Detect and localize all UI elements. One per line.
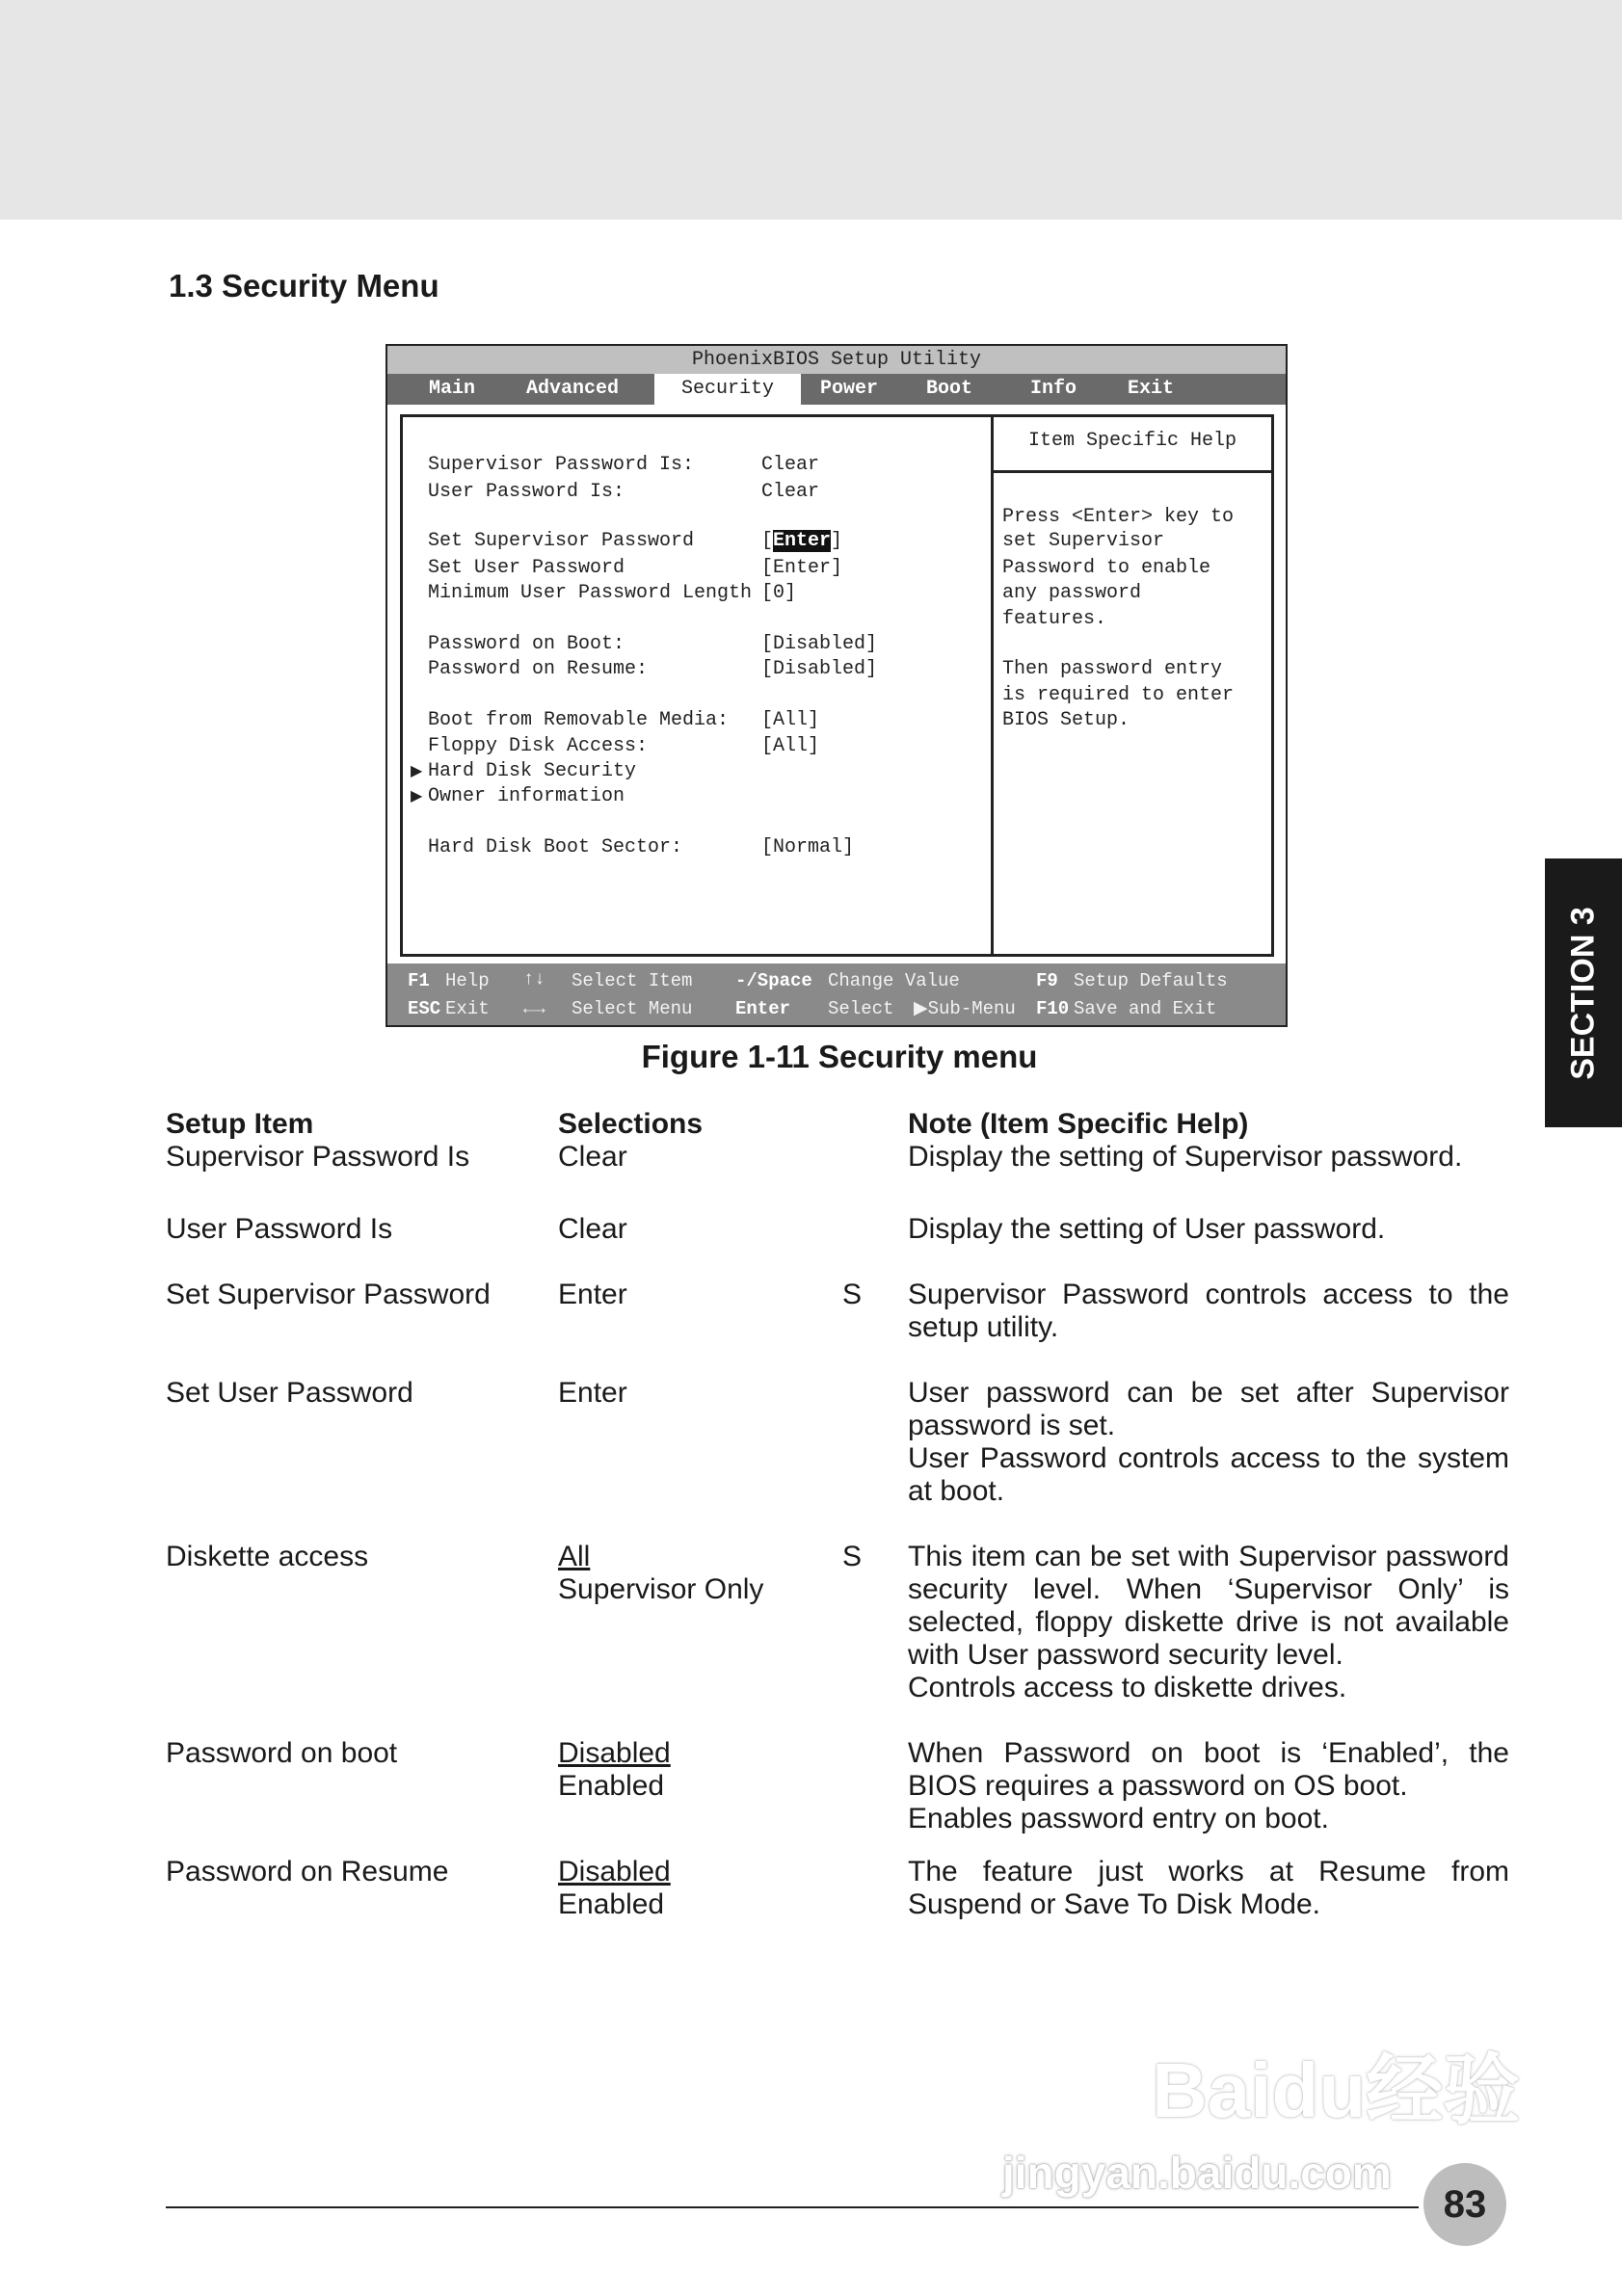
selection: Clear bbox=[558, 1213, 627, 1245]
bios-screenshot bbox=[386, 344, 1288, 1027]
key-enter: Enter bbox=[735, 998, 791, 1019]
footer-rule bbox=[166, 2206, 1419, 2208]
key-desc: Change Value bbox=[828, 970, 960, 991]
setup-item: User Password Is bbox=[166, 1213, 393, 1245]
bios-item-label[interactable]: Password on Boot: bbox=[428, 633, 625, 655]
bios-menu-security[interactable]: Security bbox=[654, 374, 801, 405]
bios-item-value: [0] bbox=[761, 582, 797, 604]
table-row bbox=[166, 1737, 1509, 1835]
table-row bbox=[166, 1541, 1509, 1704]
col-header-note: Note (Item Specific Help) bbox=[908, 1108, 1249, 1140]
key-desc: Select Item bbox=[572, 970, 693, 991]
note-block bbox=[908, 1377, 1509, 1508]
selection: Clear bbox=[558, 1141, 627, 1173]
key-f10: F10 bbox=[1036, 998, 1070, 1019]
note: Supervisor Password controls access to the setup utility. bbox=[908, 1279, 1509, 1343]
setup-item: Password on Resume bbox=[166, 1856, 449, 1887]
bios-submenu-hard-disk-security[interactable]: Hard Disk Security bbox=[428, 760, 637, 782]
selection-default: All bbox=[558, 1541, 591, 1572]
bios-item-value: [All] bbox=[761, 709, 820, 731]
key-desc: Exit bbox=[445, 998, 490, 1019]
table-row bbox=[166, 1141, 1509, 1174]
key-desc: Select Menu bbox=[572, 998, 693, 1019]
table-header bbox=[166, 1108, 1509, 1141]
section-heading: 1.3 Security Menu bbox=[169, 268, 439, 303]
col-header-selections: Selections bbox=[558, 1108, 704, 1140]
section-tab-label: SECTION 3 bbox=[1564, 906, 1602, 1080]
help-line: set Supervisor bbox=[1002, 530, 1165, 552]
bios-item-label[interactable]: Floppy Disk Access: bbox=[428, 735, 649, 757]
col-header-item: Setup Item bbox=[166, 1108, 314, 1140]
selection: Enabled bbox=[558, 1888, 665, 1920]
bios-item-value: Clear bbox=[761, 481, 820, 503]
supervisor-flag: S bbox=[842, 1541, 863, 1572]
setup-item: Set Supervisor Password bbox=[166, 1279, 491, 1310]
help-divider bbox=[994, 470, 1271, 473]
settings-table bbox=[166, 1108, 1509, 1921]
setup-item: Password on boot bbox=[166, 1737, 398, 1769]
bios-item-label[interactable]: Set Supervisor Password bbox=[428, 530, 695, 552]
table-row bbox=[166, 1213, 1509, 1246]
table-row bbox=[166, 1279, 1509, 1344]
setup-item: Supervisor Password Is bbox=[166, 1141, 470, 1173]
submenu-arrow-icon: ▶ bbox=[411, 788, 423, 805]
bios-title: PhoenixBIOS Setup Utility bbox=[387, 346, 1286, 374]
note: When Password on boot is ‘Enabled’, the BIOS requires a password on OS boot. bbox=[908, 1737, 1509, 1802]
bios-item-value: [Disabled] bbox=[761, 658, 878, 680]
bios-item-value-selected[interactable]: [Enter] bbox=[761, 530, 843, 552]
selection: Enter bbox=[558, 1377, 627, 1409]
help-line: Then password entry bbox=[1002, 658, 1223, 680]
selection: Supervisor Only bbox=[558, 1573, 764, 1605]
selection-list bbox=[558, 1541, 842, 1704]
key-desc: Help bbox=[445, 970, 490, 991]
setup-item: Set User Password bbox=[166, 1377, 413, 1409]
bios-item-value: [Normal] bbox=[761, 836, 855, 858]
help-title: Item Specific Help bbox=[1027, 430, 1237, 452]
panel-divider bbox=[991, 417, 994, 954]
note: The feature just works at Resume from Suspend or Save To Disk Mode. bbox=[908, 1856, 1509, 1920]
up-down-arrows-icon: ↑↓ bbox=[523, 968, 545, 990]
help-line: is required to enter bbox=[1002, 684, 1235, 706]
bios-item-value: Clear bbox=[761, 454, 820, 476]
bios-menu-main[interactable]: Main bbox=[429, 378, 476, 400]
table-row bbox=[166, 1856, 1509, 1921]
selection: Enter bbox=[558, 1279, 627, 1310]
help-line: BIOS Setup. bbox=[1002, 709, 1130, 731]
help-line: any password bbox=[1002, 582, 1142, 604]
bios-item-label[interactable]: User Password Is: bbox=[428, 481, 625, 503]
submenu-arrow-icon: ▶ bbox=[411, 763, 423, 780]
bios-menu-advanced[interactable]: Advanced bbox=[526, 378, 620, 400]
note: User Password controls access to the system at boot. bbox=[908, 1442, 1509, 1507]
help-line: Press <Enter> key to bbox=[1002, 506, 1235, 528]
help-line: features. bbox=[1002, 608, 1107, 630]
bios-menu-power[interactable]: Power bbox=[820, 378, 879, 400]
bios-item-value: [Enter] bbox=[761, 557, 843, 579]
bios-panel bbox=[400, 414, 1274, 957]
bios-menu-boot[interactable]: Boot bbox=[926, 378, 973, 400]
key-f1: F1 bbox=[408, 970, 430, 991]
note: Display the setting of Supervisor password. bbox=[908, 1141, 1463, 1173]
figure-caption: Figure 1-11 Security menu bbox=[641, 1039, 1038, 1074]
baidu-watermark: Baidu经验 bbox=[1152, 2047, 1521, 2133]
note: Display the setting of User password. bbox=[908, 1213, 1386, 1245]
selection-default: Disabled bbox=[558, 1737, 671, 1769]
note-block bbox=[908, 1541, 1509, 1704]
table-row bbox=[166, 1377, 1509, 1508]
bios-item-value: [Disabled] bbox=[761, 633, 878, 655]
key-desc: Save and Exit bbox=[1074, 998, 1217, 1019]
baidu-watermark-url: jingyan.baidu.com bbox=[1002, 2148, 1392, 2198]
note: This item can be set with Supervisor password security level. When ‘Supervisor Only’ is selected, floppy diskette drive is not available with User password security level. bbox=[908, 1541, 1509, 1671]
key-desc: Setup Defaults bbox=[1074, 970, 1228, 991]
note: Enables password entry on boot. bbox=[908, 1803, 1329, 1834]
selection: Enabled bbox=[558, 1770, 665, 1802]
top-band bbox=[0, 0, 1622, 220]
note-block bbox=[908, 1737, 1509, 1835]
bios-item-label[interactable]: Password on Resume: bbox=[428, 658, 649, 680]
bios-item-label[interactable]: Supervisor Password Is: bbox=[428, 454, 695, 476]
selection-list bbox=[558, 1737, 842, 1835]
key-esc: ESC bbox=[408, 998, 441, 1019]
bios-menubar bbox=[387, 374, 1286, 405]
selected-value: Enter bbox=[773, 530, 832, 552]
bios-menu-exit[interactable]: Exit bbox=[1128, 378, 1175, 400]
note: Controls access to diskette drives. bbox=[908, 1672, 1347, 1703]
supervisor-flag: S bbox=[842, 1279, 863, 1310]
selection-list bbox=[558, 1856, 842, 1921]
bios-item-label[interactable]: Minimum User Password Length bbox=[428, 582, 753, 604]
bios-item-value: [All] bbox=[761, 735, 820, 757]
help-line: Password to enable bbox=[1002, 557, 1211, 579]
selection-default: Disabled bbox=[558, 1856, 671, 1887]
key-desc: Select bbox=[828, 998, 894, 1019]
bios-submenu-owner-information[interactable]: Owner information bbox=[428, 785, 625, 807]
bios-footer bbox=[387, 963, 1286, 1025]
bios-item-label[interactable]: Boot from Removable Media: bbox=[428, 709, 730, 731]
page-number: 83 bbox=[1423, 2163, 1506, 2246]
bios-menu-info[interactable]: Info bbox=[1030, 378, 1077, 400]
key-space: -/Space bbox=[735, 970, 812, 991]
left-right-arrows-icon: ←→ bbox=[523, 998, 545, 1019]
key-f9: F9 bbox=[1036, 970, 1058, 991]
key-desc: ▶Sub-Menu bbox=[914, 998, 1016, 1019]
setup-item: Diskette access bbox=[166, 1541, 369, 1572]
bios-item-label[interactable]: Hard Disk Boot Sector: bbox=[428, 836, 683, 858]
bios-item-label[interactable]: Set User Password bbox=[428, 557, 625, 579]
section-tab bbox=[1545, 858, 1622, 1127]
note: User password can be set after Supervisor password is set. bbox=[908, 1377, 1509, 1441]
